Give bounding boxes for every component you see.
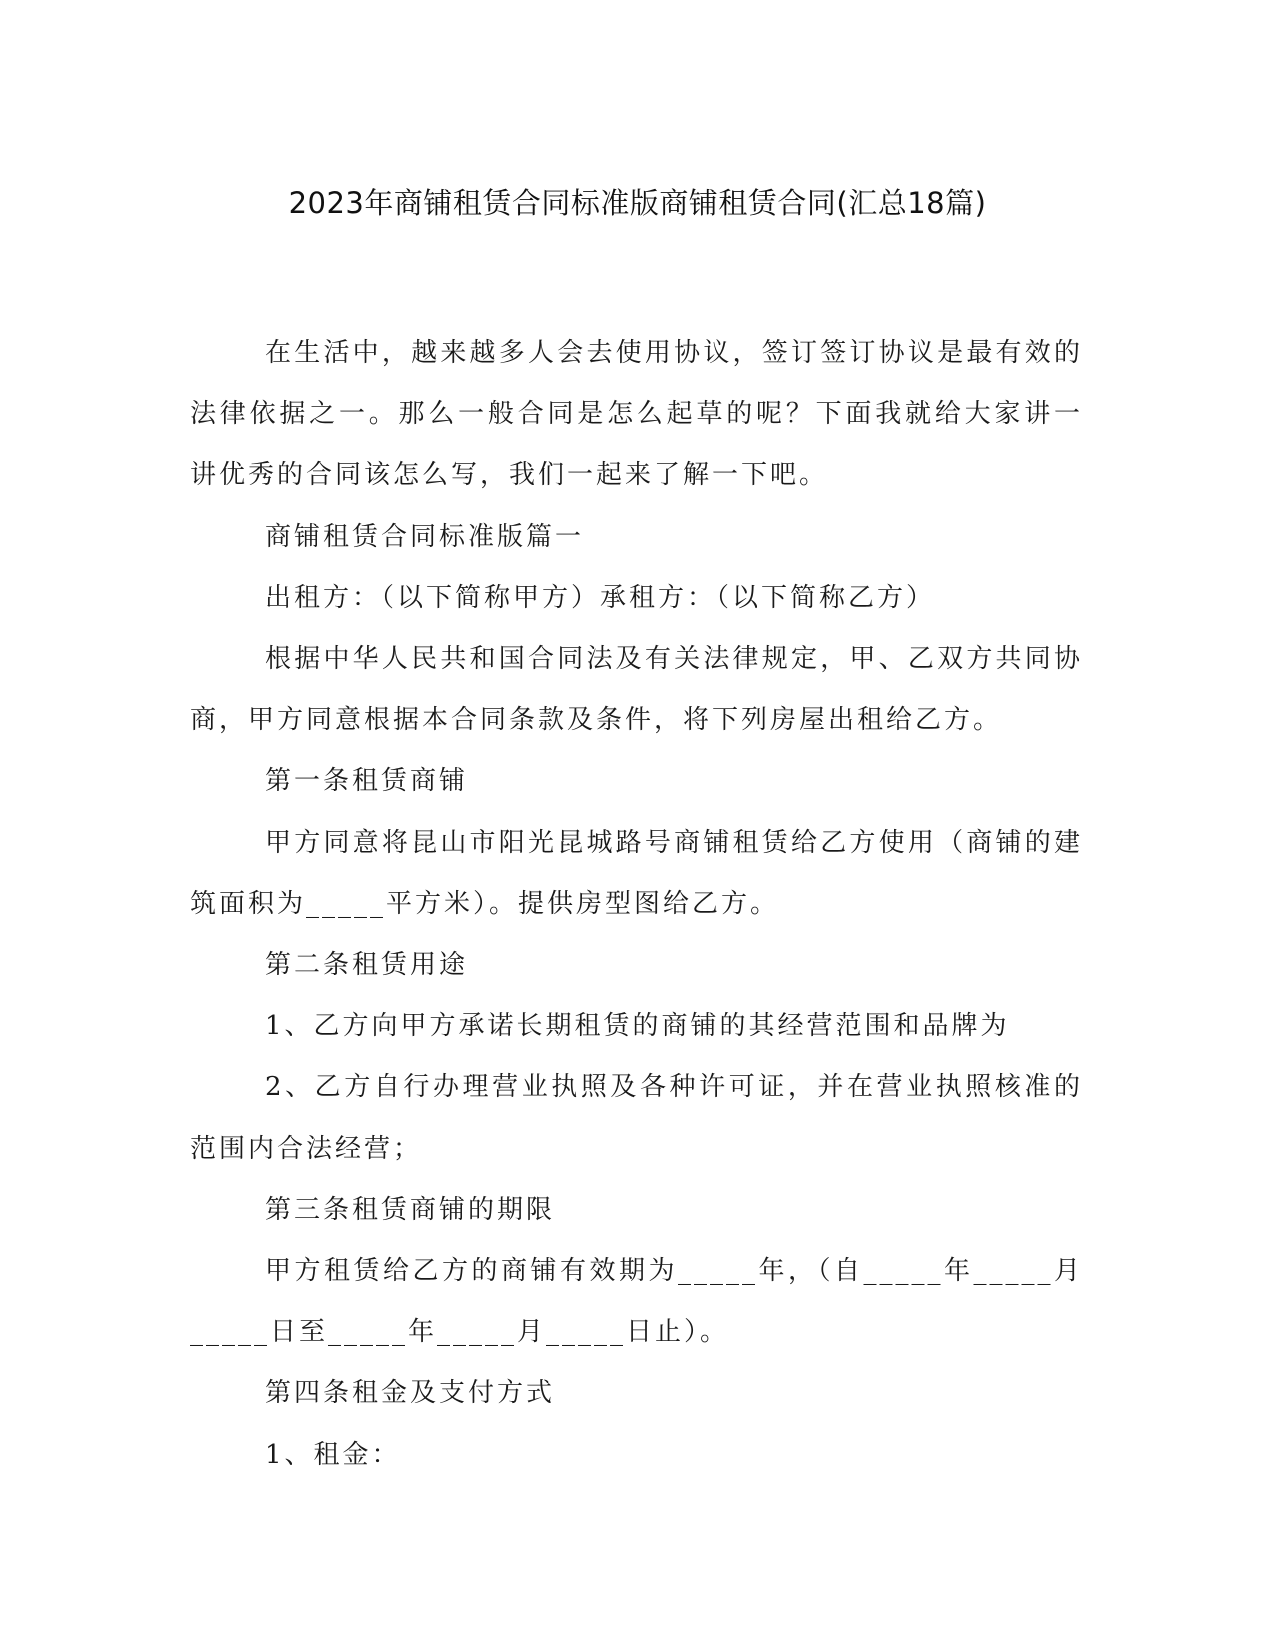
paragraph-basis: 根据中华人民共和国合同法及有关法律规定，甲、乙双方共同协商，甲方同意根据本合同条款及条件，将下列房屋出租给乙方。 bbox=[190, 644, 1083, 736]
section-heading: 商铺租赁合同标准版篇一 bbox=[265, 521, 585, 552]
paragraph-article-2-item-1: 1、乙方向甲方承诺长期租赁的商铺的其经营范围和品牌为 bbox=[265, 1011, 1010, 1042]
article-heading-1: 第一条租赁商铺 bbox=[265, 766, 469, 797]
paragraph-article-3: 甲方租赁给乙方的商铺有效期为_____年，（自_____年_____月_____日至_____年_____月_____日止）。 bbox=[190, 1256, 1083, 1348]
document-body bbox=[190, 323, 1083, 1486]
paragraph-intro: 在生活中，越来越多人会去使用协议，签订签订协议是最有效的法律依据之一。那么一般合同是怎么起草的呢？下面我就给大家讲一讲优秀的合同该怎么写，我们一起来了解一下吧。 bbox=[190, 338, 1083, 491]
paragraph-article-4-item-1: 1、租金： bbox=[265, 1439, 401, 1470]
article-heading-3: 第三条租赁商铺的期限 bbox=[265, 1194, 556, 1225]
article-heading-4: 第四条租金及支付方式 bbox=[265, 1378, 556, 1409]
paragraph-article-2-item-2: 2、乙方自行办理营业执照及各种许可证，并在营业执照核准的范围内合法经营； bbox=[190, 1072, 1083, 1164]
paragraph-article-1: 甲方同意将昆山市阳光昆城路号商铺租赁给乙方使用（商铺的建筑面积为_____平方米）。提供房型图给乙方。 bbox=[190, 827, 1083, 919]
paragraph-parties: 出租方：（以下简称甲方）承租方：（以下简称乙方） bbox=[265, 582, 936, 613]
document-title: 2023年商铺租赁合同标准版商铺租赁合同(汇总18篇) bbox=[288, 186, 987, 220]
article-heading-2: 第二条租赁用途 bbox=[265, 950, 469, 981]
